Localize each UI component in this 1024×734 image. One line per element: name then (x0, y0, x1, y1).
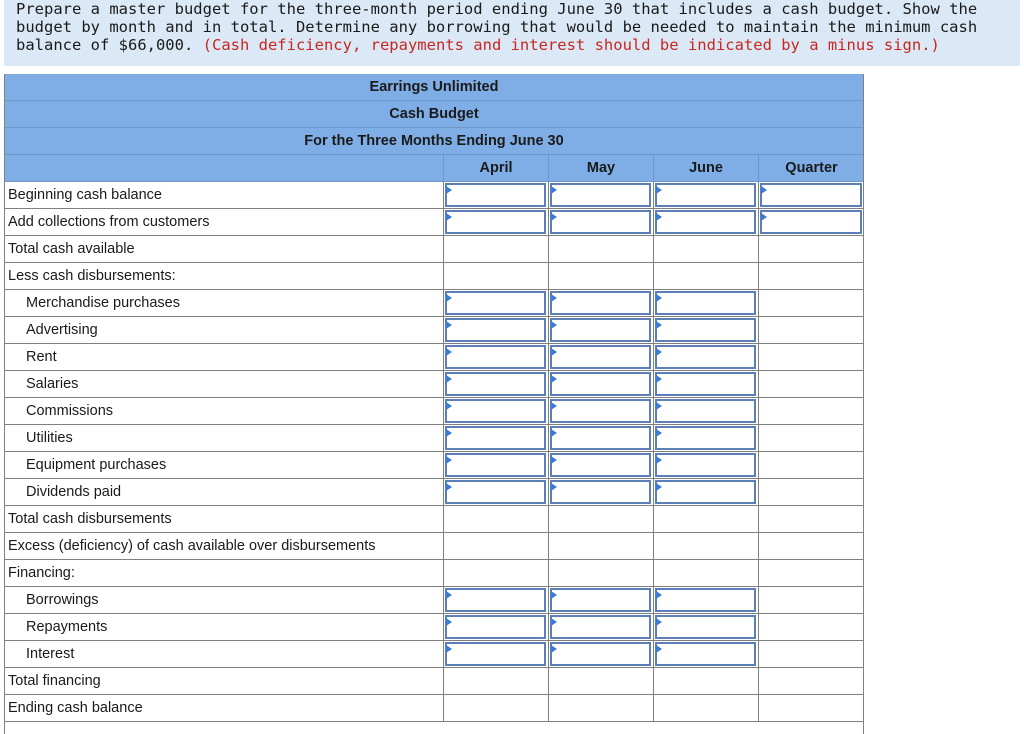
dropdown-marker-icon (551, 645, 557, 653)
amount-input[interactable] (550, 642, 651, 666)
row-label: Less cash disbursements: (8, 268, 176, 284)
cell-april (443, 452, 548, 478)
row-label: Borrowings (26, 592, 99, 608)
row-label: Beginning cash balance (8, 187, 162, 203)
amount-input[interactable] (550, 291, 651, 315)
cell-june (653, 695, 758, 721)
amount-input[interactable] (445, 480, 546, 504)
dropdown-marker-icon (761, 186, 767, 194)
cell-quarter (758, 614, 864, 640)
cell-april (443, 236, 548, 262)
cell-quarter (758, 398, 864, 424)
cell-quarter (758, 506, 864, 532)
cash-budget-table (4, 74, 864, 734)
dropdown-marker-icon (551, 591, 557, 599)
cell-april (443, 533, 548, 559)
cell-quarter (758, 587, 864, 613)
table-row (4, 560, 864, 587)
table-row (4, 641, 864, 668)
cell-june (653, 263, 758, 289)
cell-june (653, 452, 758, 478)
cell-may (548, 479, 653, 505)
cell-april (443, 587, 548, 613)
row-label: Ending cash balance (8, 700, 143, 716)
dropdown-marker-icon (656, 591, 662, 599)
instructions-text: Prepare a master budget for the three-month period ending June 30 that includes a cash budget. Show the budget by month and in total. Determine any borrowing that would be needed to maintain the minimum cash balance of $66,000. (16, 0, 978, 54)
cell-june (653, 371, 758, 397)
dropdown-marker-icon (551, 429, 557, 437)
row-label: Salaries (26, 376, 79, 392)
dropdown-marker-icon (446, 213, 452, 221)
dropdown-marker-icon (446, 429, 452, 437)
cell-may (548, 641, 653, 667)
amount-input[interactable] (445, 453, 546, 477)
table-row (4, 263, 864, 290)
dropdown-marker-icon (656, 321, 662, 329)
cell-may (548, 425, 653, 451)
company-name: Earrings Unlimited (369, 79, 499, 95)
row-label: Total cash disbursements (8, 511, 172, 527)
header-columns-row (4, 155, 864, 182)
cell-quarter (758, 695, 864, 721)
amount-input[interactable] (445, 426, 546, 450)
amount-input[interactable] (760, 183, 862, 207)
cell-june (653, 668, 758, 694)
row-label: Rent (26, 349, 57, 365)
row-label: Financing: (8, 565, 75, 581)
dropdown-marker-icon (551, 618, 557, 626)
amount-input[interactable] (655, 426, 756, 450)
row-label: Dividends paid (26, 484, 122, 500)
cell-may (548, 452, 653, 478)
amount-input[interactable] (655, 588, 756, 612)
cell-june (653, 182, 758, 208)
cell-june (653, 641, 758, 667)
cell-june (653, 479, 758, 505)
cell-june (653, 560, 758, 586)
amount-input[interactable] (550, 372, 651, 396)
dropdown-marker-icon (656, 294, 662, 302)
instructions-panel (4, 0, 1020, 66)
dropdown-marker-icon (656, 375, 662, 383)
row-label: Repayments (26, 619, 108, 635)
table-row (4, 533, 864, 560)
dropdown-marker-icon (551, 456, 557, 464)
cell-april (443, 209, 548, 235)
dropdown-marker-icon (656, 348, 662, 356)
dropdown-marker-icon (656, 402, 662, 410)
dropdown-marker-icon (551, 213, 557, 221)
cell-may (548, 290, 653, 316)
amount-input[interactable] (655, 291, 756, 315)
cell-may (548, 236, 653, 262)
table-row (4, 587, 864, 614)
amount-input[interactable] (550, 399, 651, 423)
amount-input[interactable] (655, 453, 756, 477)
dropdown-marker-icon (656, 429, 662, 437)
cell-quarter (758, 209, 864, 235)
cell-june (653, 506, 758, 532)
dropdown-marker-icon (656, 456, 662, 464)
amount-input[interactable] (550, 210, 651, 234)
cell-may (548, 371, 653, 397)
cell-may (548, 614, 653, 640)
amount-input[interactable] (550, 588, 651, 612)
cell-april (443, 371, 548, 397)
cell-april (443, 614, 548, 640)
table-row (4, 209, 864, 236)
dropdown-marker-icon (446, 186, 452, 194)
amount-input[interactable] (655, 615, 756, 639)
cell-quarter (758, 263, 864, 289)
cell-april (443, 344, 548, 370)
column-header-quarter: Quarter (758, 155, 864, 182)
period-title: For the Three Months Ending June 30 (304, 133, 564, 149)
table-row (4, 182, 864, 209)
amount-input[interactable] (550, 345, 651, 369)
amount-input[interactable] (445, 615, 546, 639)
cell-quarter (758, 182, 864, 208)
row-label: Merchandise purchases (26, 295, 180, 311)
amount-input[interactable] (655, 318, 756, 342)
amount-input[interactable] (655, 183, 756, 207)
dropdown-marker-icon (656, 618, 662, 626)
row-label: Total cash available (8, 241, 135, 257)
amount-input[interactable] (550, 453, 651, 477)
cell-quarter (758, 371, 864, 397)
dropdown-marker-icon (446, 618, 452, 626)
table-row (4, 344, 864, 371)
dropdown-marker-icon (446, 294, 452, 302)
table-row (4, 506, 864, 533)
cell-june (653, 398, 758, 424)
table-row (4, 452, 864, 479)
cell-april (443, 317, 548, 343)
amount-input[interactable] (550, 615, 651, 639)
header-statement-row (4, 101, 864, 128)
table-row (4, 479, 864, 506)
cell-april (443, 263, 548, 289)
row-label: Total financing (8, 673, 101, 689)
amount-input[interactable] (655, 372, 756, 396)
dropdown-marker-icon (446, 402, 452, 410)
amount-input[interactable] (445, 588, 546, 612)
dropdown-marker-icon (551, 321, 557, 329)
table-row (4, 290, 864, 317)
amount-input[interactable] (760, 210, 862, 234)
cell-quarter (758, 560, 864, 586)
cell-june (653, 614, 758, 640)
amount-input[interactable] (445, 183, 546, 207)
cell-april (443, 560, 548, 586)
cell-quarter (758, 641, 864, 667)
statement-title: Cash Budget (389, 106, 479, 122)
cell-may (548, 506, 653, 532)
dropdown-marker-icon (551, 483, 557, 491)
cell-june (653, 317, 758, 343)
header-period-row (4, 128, 864, 155)
amount-input[interactable] (445, 399, 546, 423)
dropdown-marker-icon (446, 483, 452, 491)
cell-april (443, 182, 548, 208)
dropdown-marker-icon (656, 483, 662, 491)
row-label: Commissions (26, 403, 114, 419)
instructions-note: (Cash deficiency, repayments and interest should be indicated by a minus sign.) (202, 36, 940, 54)
dropdown-marker-icon (656, 213, 662, 221)
amount-input[interactable] (445, 318, 546, 342)
dropdown-marker-icon (446, 456, 452, 464)
amount-input[interactable] (445, 642, 546, 666)
amount-input[interactable] (655, 345, 756, 369)
cell-april (443, 641, 548, 667)
table-row (4, 425, 864, 452)
cell-april (443, 398, 548, 424)
cell-may (548, 344, 653, 370)
cell-quarter (758, 317, 864, 343)
column-header-april: April (443, 155, 548, 182)
amount-input[interactable] (445, 210, 546, 234)
row-label: Interest (26, 646, 75, 662)
table-row (4, 398, 864, 425)
amount-input[interactable] (550, 183, 651, 207)
dropdown-marker-icon (551, 294, 557, 302)
amount-input[interactable] (445, 291, 546, 315)
cell-april (443, 425, 548, 451)
cell-april (443, 668, 548, 694)
cell-quarter (758, 344, 864, 370)
cell-quarter (758, 668, 864, 694)
dropdown-marker-icon (761, 213, 767, 221)
cell-may (548, 317, 653, 343)
dropdown-marker-icon (446, 348, 452, 356)
row-label: Utilities (26, 430, 73, 446)
cell-quarter (758, 533, 864, 559)
table-row (4, 317, 864, 344)
cell-may (548, 587, 653, 613)
row-label: Add collections from customers (8, 214, 210, 230)
table-row (4, 668, 864, 695)
amount-input[interactable] (655, 210, 756, 234)
column-header-june: June (653, 155, 758, 182)
dropdown-marker-icon (551, 402, 557, 410)
cell-may (548, 668, 653, 694)
dropdown-marker-icon (446, 375, 452, 383)
dropdown-marker-icon (551, 375, 557, 383)
header-company-row (4, 74, 864, 101)
table-row (4, 614, 864, 641)
cell-april (443, 695, 548, 721)
dropdown-marker-icon (446, 321, 452, 329)
amount-input[interactable] (655, 642, 756, 666)
cell-quarter (758, 236, 864, 262)
dropdown-marker-icon (551, 348, 557, 356)
cell-june (653, 344, 758, 370)
cell-quarter (758, 425, 864, 451)
cell-quarter (758, 452, 864, 478)
row-label: Equipment purchases (26, 457, 167, 473)
amount-input[interactable] (655, 480, 756, 504)
cell-june (653, 236, 758, 262)
table-row (4, 236, 864, 263)
cell-june (653, 587, 758, 613)
dropdown-marker-icon (656, 186, 662, 194)
amount-input[interactable] (550, 426, 651, 450)
cell-may (548, 533, 653, 559)
dropdown-marker-icon (446, 591, 452, 599)
cell-june (653, 533, 758, 559)
amount-input[interactable] (445, 345, 546, 369)
cell-may (548, 209, 653, 235)
cell-june (653, 425, 758, 451)
amount-input[interactable] (550, 480, 651, 504)
cell-june (653, 209, 758, 235)
row-label: Excess (deficiency) of cash available over disbursements (8, 538, 376, 554)
cell-april (443, 479, 548, 505)
table-row (4, 371, 864, 398)
cell-may (548, 695, 653, 721)
amount-input[interactable] (550, 318, 651, 342)
cell-may (548, 263, 653, 289)
cell-may (548, 182, 653, 208)
dropdown-marker-icon (551, 186, 557, 194)
dropdown-marker-icon (446, 645, 452, 653)
cell-quarter (758, 479, 864, 505)
cell-may (548, 560, 653, 586)
row-label: Advertising (26, 322, 98, 338)
cell-april (443, 290, 548, 316)
cell-june (653, 290, 758, 316)
amount-input[interactable] (655, 399, 756, 423)
dropdown-marker-icon (656, 645, 662, 653)
amount-input[interactable] (445, 372, 546, 396)
cell-quarter (758, 290, 864, 316)
column-header-may: May (548, 155, 653, 182)
table-row (4, 695, 864, 722)
cell-april (443, 506, 548, 532)
cell-may (548, 398, 653, 424)
